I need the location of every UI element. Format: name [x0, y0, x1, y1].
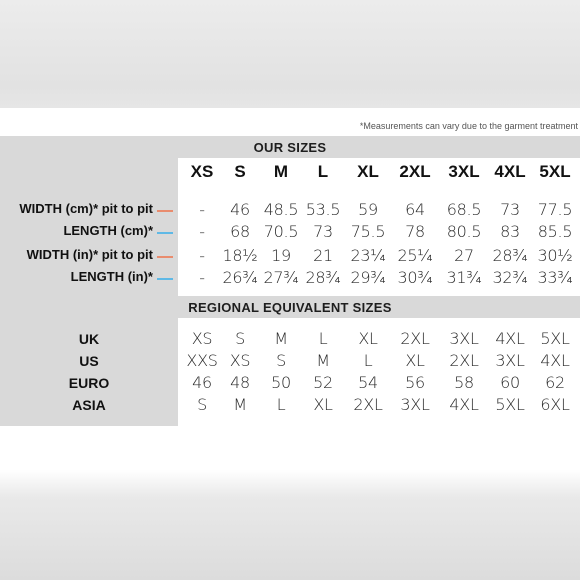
regional-size-value: L: [363, 351, 373, 370]
regional-size-value: 2XL: [400, 329, 430, 348]
regional-size-value: XL: [405, 351, 425, 370]
regional-size-value: 50: [271, 373, 291, 392]
measure-value: -: [199, 222, 205, 241]
measure-value: 21: [313, 246, 333, 265]
measure-value: 28¾: [492, 246, 528, 265]
regional-size-value: 5XL: [540, 329, 570, 348]
measure-value: -: [199, 200, 205, 219]
regional-size-value: 5XL: [495, 395, 525, 414]
measure-value: 77.5: [537, 200, 573, 219]
measure-value: 25¼: [397, 246, 433, 265]
measurement-note: *Measurements can vary due to the garment treatment: [359, 121, 578, 131]
region-label-uk: UK: [78, 331, 100, 347]
size-header-2xl: 2XL: [399, 162, 431, 181]
measure-row-label: WIDTH (cm)* pit to pit: [19, 201, 153, 216]
regional-sizes-header: REGIONAL EQUIVALENT SIZES: [0, 296, 580, 318]
background-bottom: [0, 470, 580, 580]
measure-value: 29¾: [350, 268, 386, 287]
regional-size-value: L: [276, 395, 286, 414]
size-header-4xl: 4XL: [494, 162, 526, 181]
measure-value: -: [199, 246, 205, 265]
measure-value: 85.5: [537, 222, 573, 241]
regional-size-value: 3XL: [495, 351, 525, 370]
measure-row-label: LENGTH (in)*: [70, 269, 153, 284]
measure-value: 53.5: [305, 200, 341, 219]
regional-size-value: 4XL: [449, 395, 479, 414]
measure-value: 73: [500, 200, 520, 219]
size-header-m: M: [273, 162, 289, 181]
measure-value: 68.5: [446, 200, 482, 219]
region-label-us: US: [79, 353, 99, 369]
measure-value: 73: [313, 222, 333, 241]
size-header-xs: XS: [190, 162, 214, 181]
measure-value: 28¾: [305, 268, 341, 287]
regional-size-value: XS: [229, 351, 251, 370]
regional-size-value: 54: [358, 373, 378, 392]
measure-value: 80.5: [446, 222, 482, 241]
background-top: [0, 0, 580, 108]
measure-value: 30¾: [397, 268, 433, 287]
measure-value: 46: [230, 200, 250, 219]
regional-size-value: 46: [192, 373, 212, 392]
measure-value: 32¾: [492, 268, 528, 287]
regional-size-value: M: [233, 395, 247, 414]
measure-value: 64: [405, 200, 425, 219]
regional-size-value: 2XL: [449, 351, 479, 370]
measure-value: 27: [454, 246, 474, 265]
regional-size-value: 60: [500, 373, 520, 392]
size-header-s: S: [234, 162, 246, 181]
measure-row-label: WIDTH (in)* pit to pit: [26, 247, 153, 262]
measure-value: 30½: [537, 246, 573, 265]
measure-value: 83: [500, 222, 520, 241]
measure-value: 33¾: [537, 268, 573, 287]
regional-size-value: S: [276, 351, 286, 370]
regional-size-value: M: [316, 351, 330, 370]
size-header-5xl: 5XL: [539, 162, 571, 181]
row-color-marker: [157, 278, 173, 280]
regional-size-value: 4XL: [540, 351, 570, 370]
row-color-marker: [157, 232, 173, 234]
measure-value: 19: [271, 246, 291, 265]
measure-value: 31¾: [446, 268, 482, 287]
regional-size-value: 58: [454, 373, 474, 392]
measure-value: 59: [358, 200, 378, 219]
measure-value: 78: [405, 222, 425, 241]
size-header-3xl: 3XL: [448, 162, 480, 181]
regional-size-value: 2XL: [353, 395, 383, 414]
measure-row-label: LENGTH (cm)*: [63, 223, 153, 238]
regional-size-value: M: [274, 329, 288, 348]
regional-size-value: XXS: [186, 351, 218, 370]
regional-size-value: 6XL: [540, 395, 570, 414]
regional-size-value: S: [197, 395, 207, 414]
measure-value: 27¾: [263, 268, 299, 287]
our-sizes-header: OUR SIZES: [0, 136, 580, 158]
regional-size-value: 56: [405, 373, 425, 392]
measure-value: 68: [230, 222, 250, 241]
regional-size-value: S: [235, 329, 245, 348]
measure-value: 26¾: [222, 268, 258, 287]
measure-value: 75.5: [350, 222, 386, 241]
regional-size-value: L: [318, 329, 328, 348]
measure-value: 23¼: [350, 246, 386, 265]
region-label-asia: ASIA: [72, 397, 106, 413]
regional-size-value: 3XL: [400, 395, 430, 414]
row-color-marker: [157, 256, 173, 258]
regional-size-value: 4XL: [495, 329, 525, 348]
regional-size-value: 62: [545, 373, 565, 392]
size-header-l: L: [317, 162, 329, 181]
regional-size-value: XS: [191, 329, 213, 348]
measure-value: 18½: [222, 246, 258, 265]
measure-value: 48.5: [263, 200, 299, 219]
regional-size-value: 52: [313, 373, 333, 392]
measure-value: -: [199, 268, 205, 287]
size-header-xl: XL: [357, 162, 379, 181]
regional-size-value: XL: [313, 395, 333, 414]
regional-size-value: 48: [230, 373, 250, 392]
region-label-euro: EURO: [68, 375, 110, 391]
measure-value: 70.5: [263, 222, 299, 241]
regional-size-value: XL: [358, 329, 378, 348]
row-color-marker: [157, 210, 173, 212]
regional-size-value: 3XL: [449, 329, 479, 348]
